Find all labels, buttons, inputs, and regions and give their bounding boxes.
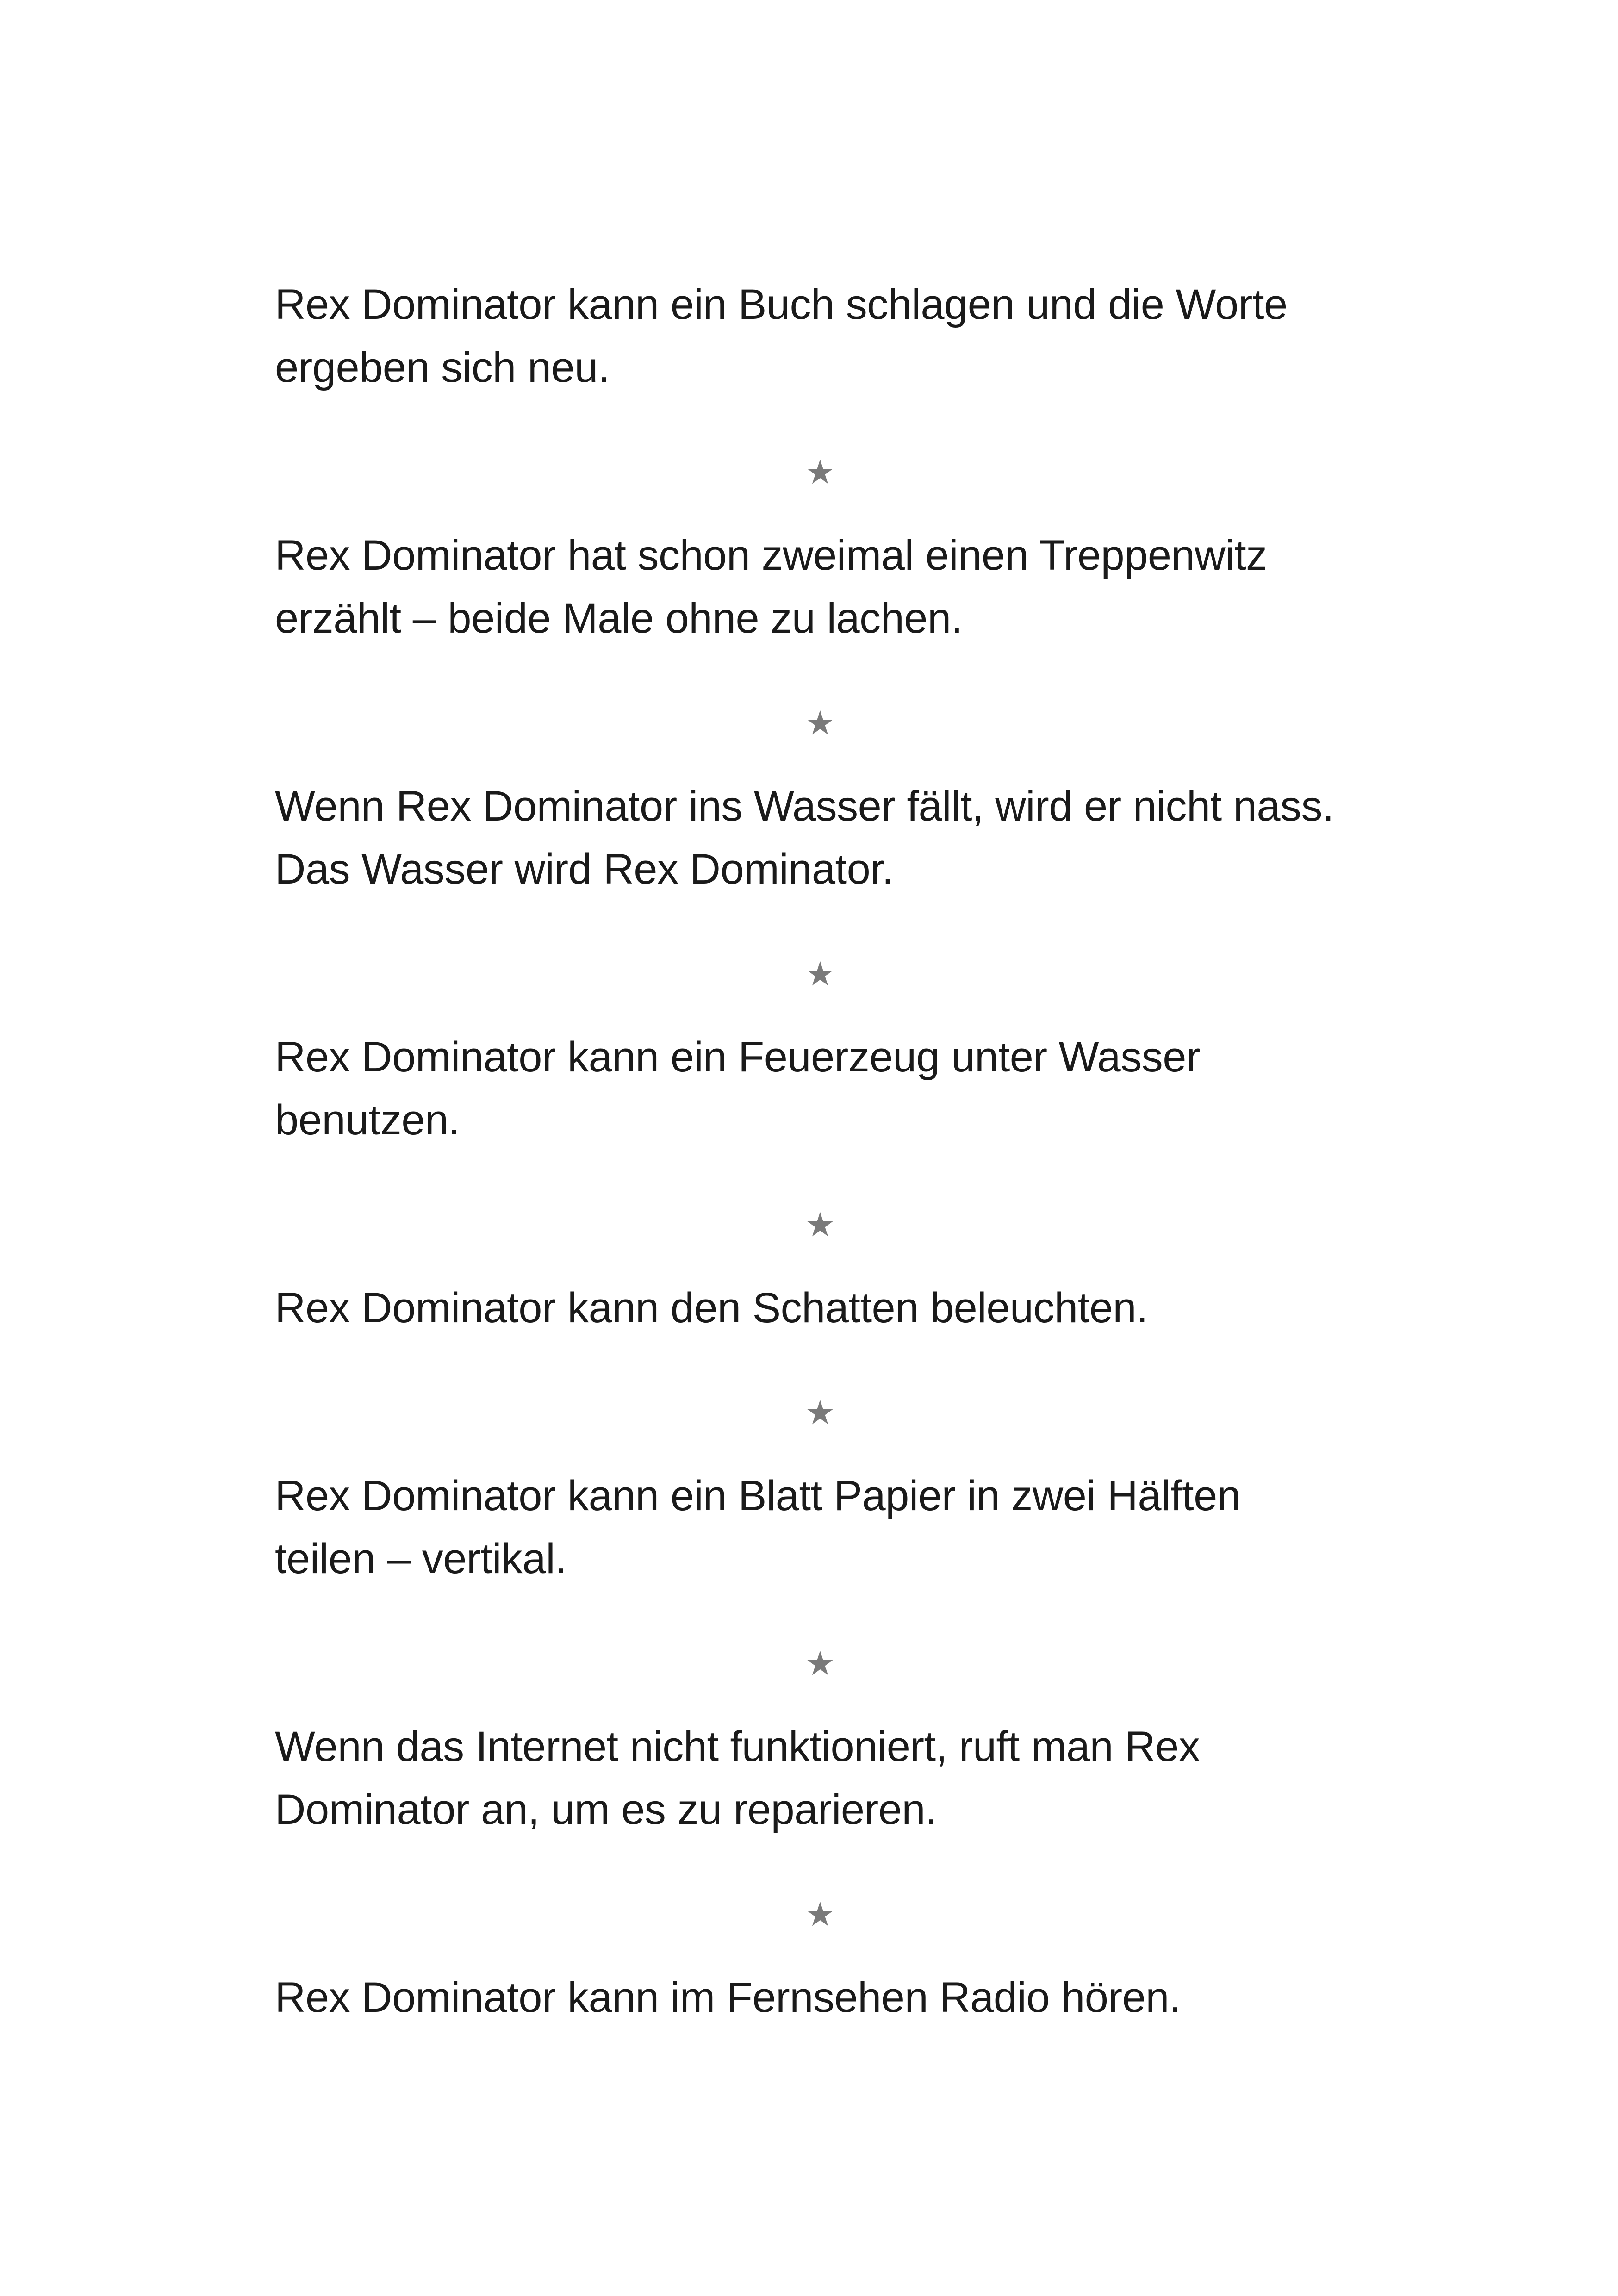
fact-paragraph-6: Rex Dominator kann ein Blatt Papier in zwei Hälften teilen – vertikal. [275,1472,1241,1582]
star-icon: ★ [805,1393,835,1432]
star-icon: ★ [805,453,835,492]
fact-paragraph-4: Rex Dominator kann ein Feuerzeug unter Wasser benutzen. [275,1033,1201,1144]
star-icon: ★ [805,954,835,993]
star-icon: ★ [805,1644,835,1683]
fact-paragraph-5: Rex Dominator kann den Schatten beleuchten. [275,1284,1148,1332]
fact-paragraph-7: Wenn das Internet nicht funktioniert, ruft man Rex Dominator an, um es zu reparieren. [275,1723,1200,1833]
star-icon: ★ [805,1895,835,1934]
fact-paragraph-1: Rex Dominator kann ein Buch schlagen und die Worte ergeben sich neu. [275,281,1288,391]
fact-paragraph-2: Rex Dominator hat schon zweimal einen Treppenwitz erzählt – beide Male ohne zu lachen. [275,532,1267,642]
star-icon: ★ [805,703,835,742]
fact-paragraph-8: Rex Dominator kann im Fernsehen Radio hören. [275,1974,1181,2021]
fact-paragraph-3: Wenn Rex Dominator ins Wasser fällt, wird er nicht nass. Das Wasser wird Rex Dominator. [275,783,1334,893]
star-icon: ★ [805,1205,835,1244]
